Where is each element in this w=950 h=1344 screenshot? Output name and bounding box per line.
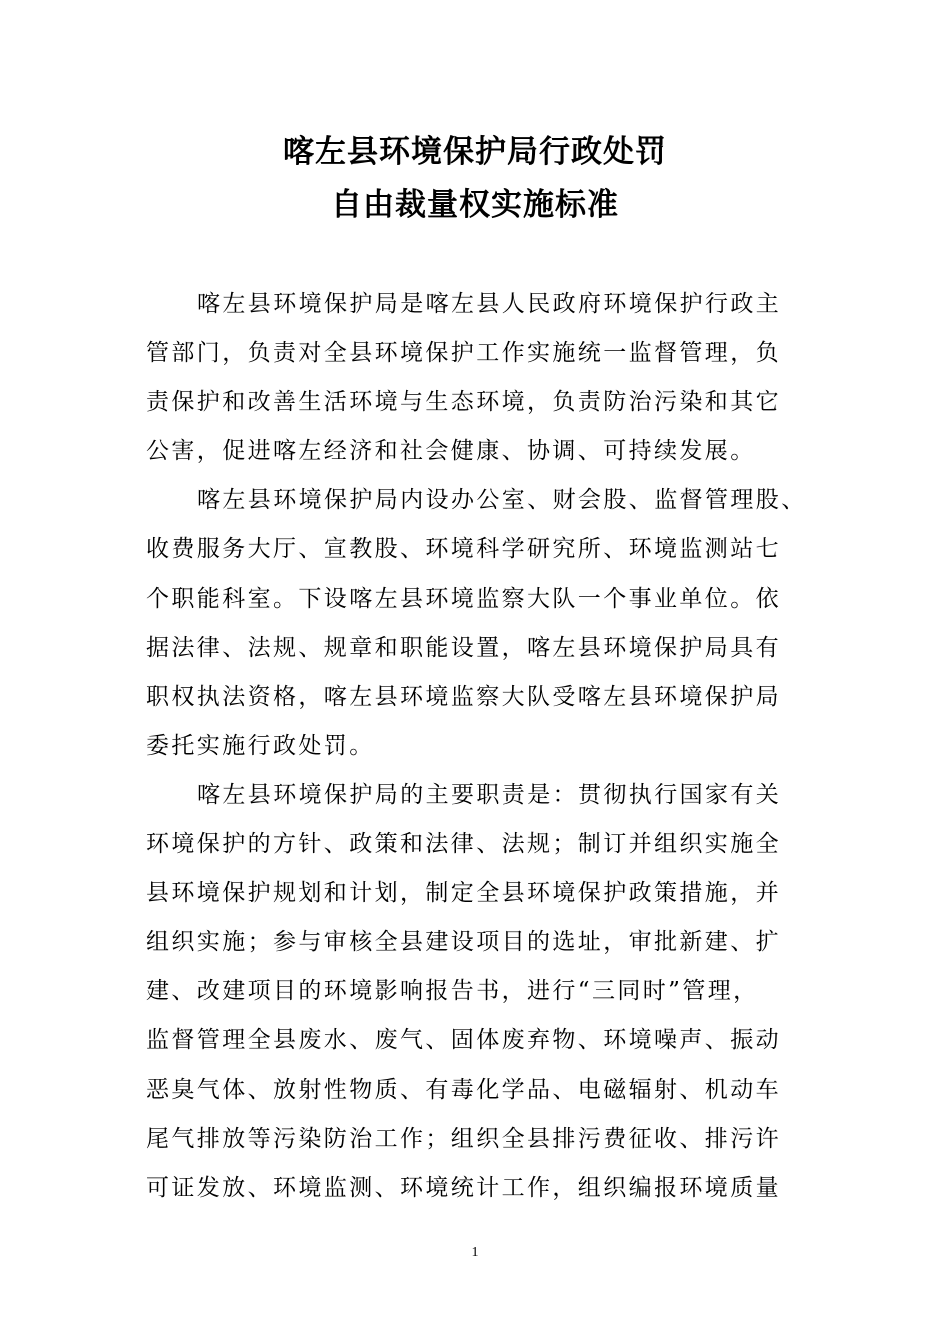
text-line: 喀左县环境保护局内设办公室、财会股、监督管理股、 <box>197 487 807 514</box>
paragraph-3 <box>146 771 826 1213</box>
page-number: 1 <box>471 1245 479 1260</box>
text-line: 委托实施行政处罚。 <box>146 732 375 759</box>
title-line-2: 自由裁量权实施标准 <box>331 187 619 223</box>
text-line: 职权执法资格，喀左县环境监察大队受喀左县环境保护局 <box>146 683 781 710</box>
body-text <box>146 280 826 1213</box>
text-line: 公害，促进喀左经济和社会健康、协调、可持续发展。 <box>146 438 756 465</box>
text-line: 恶臭气体、放射性物质、有毒化学品、电磁辐射、机动车 <box>146 1076 781 1103</box>
text-line: 管部门，负责对全县环境保护工作实施统一监督管理，负 <box>146 340 781 367</box>
text-line: 可证发放、环境监测、环境统计工作，组织编报环境质量 <box>146 1174 781 1201</box>
text-line: 县环境保护规划和计划，制定全县环境保护政策措施，并 <box>146 880 781 907</box>
paragraph-2 <box>146 476 826 771</box>
text-line: 个职能科室。下设喀左县环境监察大队一个事业单位。依 <box>146 585 781 612</box>
text-line: 喀左县环境保护局是喀左县人民政府环境保护行政主 <box>197 291 782 317</box>
document-title <box>0 126 950 232</box>
text-line: 建、改建项目的环境影响报告书，进行“三同时”管理， <box>146 978 759 1005</box>
text-line: 尾气排放等污染防治工作；组织全县排污费征收、排污许 <box>146 1125 781 1152</box>
title-line-1: 喀左县环境保护局行政处罚 <box>283 134 667 170</box>
text-line: 组织实施；参与审核全县建设项目的选址，审批新建、扩 <box>146 929 781 956</box>
text-line: 责保护和改善生活环境与生态环境，负责防治污染和其它 <box>146 389 781 416</box>
text-line: 喀左县环境保护局的主要职责是：贯彻执行国家有关 <box>197 781 782 808</box>
text-line: 环境保护的方针、政策和法律、法规；制订并组织实施全 <box>146 831 781 858</box>
text-line: 监督管理全县废水、废气、固体废弃物、环境噪声、振动 <box>146 1027 781 1054</box>
text-line: 收费服务大厅、宣教股、环境科学研究所、环境监测站七 <box>146 536 781 563</box>
paragraph-1 <box>146 280 826 476</box>
text-line: 据法律、法规、规章和职能设置，喀左县环境保护局具有 <box>146 634 781 661</box>
